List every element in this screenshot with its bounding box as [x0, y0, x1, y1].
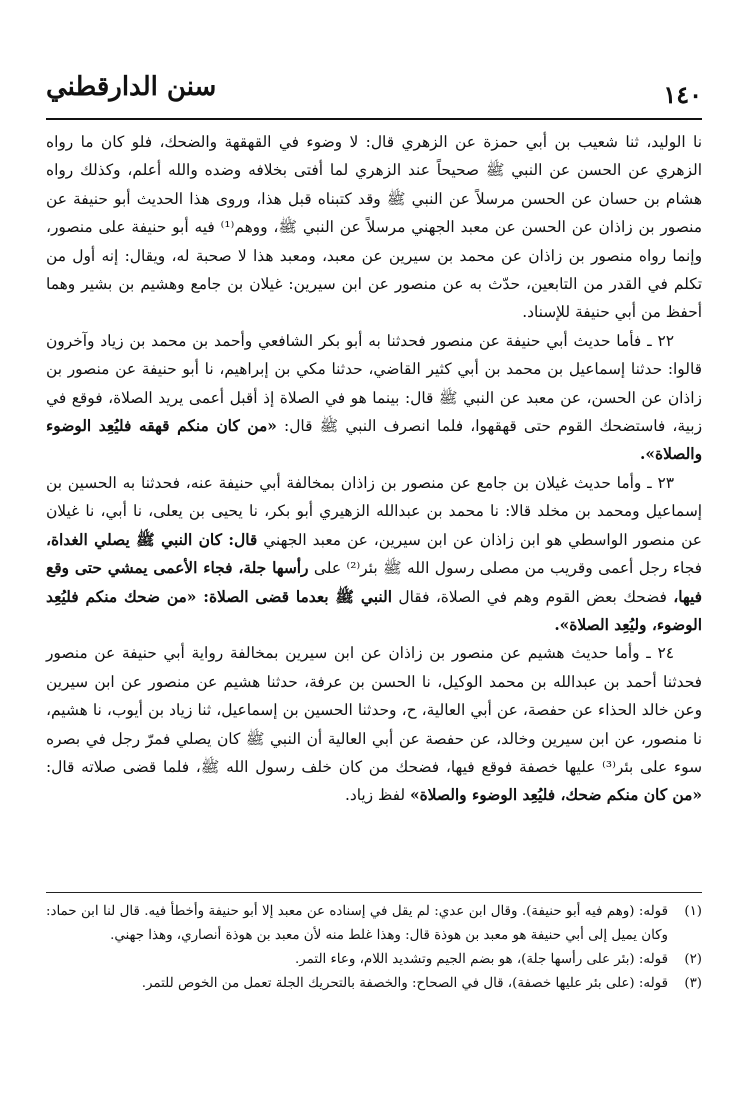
footnote-text: قوله: (وهم فيه أبو حنيفة). وقال ابن عدي: لم يقل في إسناده عن معبد إلا أبو حنيفة وأخطأ فيه. قال لنا ابن حماد: وكان يميل إلى أبي حنيفة هو معبد بن هوذة قال: وهذا غلط منه لأن معبد بن هوذة أنصاري، وهذا جهني.	[46, 904, 668, 943]
footnote-3	[46, 972, 702, 996]
paragraph-1: نا الوليد، ثنا شعيب بن أبي حمزة عن الزهري قال: لا وضوء في القهقهة والضحك، فلو كان ما رواه الزهري عن الحسن عن النبي ﷺ صحيحاً عند الزهري لما أفتى بخلافه وضده والله أعلم، وكذلك رواه هشام بن حسان عن الحسن مرسلاً عن النبي ﷺ وقد كتبناه قبل هذا، وروى هذا الحديث أبو حنيفة عن منصور بن زاذان عن الحسن عن معبد الجهني مرسلاً عن النبي ﷺ، ووهم⁽¹⁾ فيه أبو حنيفة على منصور، وإنما رواه منصور بن زاذان عن محمد بن سيرين عن معبد، ومعبد هذا لا صحبة له، ويقال: إنه أول من تكلم في القدر من التابعين، حدّث به عن منصور عن ابن سيرين: غيلان بن جامع وهشيم بن بشير وهما أحفظ من أبي حنيفة للإسناد.	[46, 133, 702, 322]
footnote-number: (٢)	[684, 952, 702, 967]
running-title: سنن الدارقطني	[46, 72, 217, 102]
page-number: ١٤٠	[663, 80, 702, 109]
hadith-23-text-3: فضحك بعض القوم وهم في الصلاة، فقال	[392, 587, 674, 606]
paragraph-hadith-22	[46, 327, 702, 469]
footnote-number: (٣)	[684, 976, 702, 991]
page	[46, 70, 702, 1080]
hadith-23-bold-1: قال: كان النبي ﷺ يصلي الغداة،	[46, 530, 258, 549]
hadith-23-quote: النبي ﷺ بعدما قضى الصلاة: «من ضحك منكم فليُعِد الوضوء، وليُعِد الصلاة».	[46, 587, 702, 634]
footnote-separator	[46, 892, 702, 893]
footnote-1	[46, 900, 702, 948]
hadith-23-text-2: فجاء رجل أعمى وقريب من مصلى رسول الله ﷺ بئر⁽²⁾ على	[308, 559, 702, 578]
paragraph-hadith-23	[46, 469, 702, 639]
hadith-23-text: ٢٣ ـ وأما حديث غيلان بن جامع عن منصور بن زاذان بمخالفة أبي حنيفة عنه، فحدثنا به الحسين بن إسماعيل ومحمد بن مخلد قالا: نا محمد بن عبدالله الزهيري أبو بكر، نا يحيى بن يعلى، نا أبي، نا غيلان عن منصور الواسطي هو ابن زاذان عن ابن سيرين، عن معبد الجهني	[46, 473, 702, 549]
hadith-22-quote: «من كان منكم قهقه فليُعِد الوضوء والصلاة».	[46, 417, 702, 464]
footnote-number: (١)	[684, 904, 702, 919]
hadith-24-text: ٢٤ ـ وأما حديث هشيم عن منصور بن زاذان عن ابن سيرين بمخالفة رواية أبي حنيفة عن منصور فحدثنا أحمد بن عبدالله بن محمد الوكيل، نا الحسن بن عرفة، حدثنا هشيم عن منصور عن ابن سيرين وعن خالد الحذاء عن حفصة، عن أبي العالية، ح، وحدثنا الحسين بن إسماعيل، ثنا زياد بن أيوب، نا هشيم، نا منصور، عن ابن سيرين وخالد، عن حفصة عن أبي العالية أن النبي ﷺ كان يصلي فمرّ رجل في بصره سوء على بئر⁽³⁾ عليها خصفة فوقع فيها، فضحك من كان خلف رسول الله ﷺ، فلما قضى صلاته قال:	[46, 644, 702, 776]
paragraph-hadith-24	[46, 639, 702, 809]
footnote-text: قوله: (بئر على رأسها جلة)، هو بضم الجيم وتشديد اللام، وعاء التمر.	[295, 952, 668, 967]
hadith-23-bold-2: رأسها جلة، فجاء الأعمى يمشي حتى وقع فيها،	[46, 559, 702, 606]
hadith-22-text: ٢٢ ـ فأما حديث أبي حنيفة عن منصور فحدثنا به أبو بكر الشافعي وأحمد بن محمد بن زياد وآخرون قالوا: حدثنا إسماعيل بن محمد بن أبي كثير القاضي، حدثنا مكي بن إبراهيم، نا أبو حنيفة عن منصور بن زاذان عن الحسن، عن معبد عن النبي ﷺ قال: بينما هو في الصلاة إذ أقبل أعمى يريد الصلاة، فوقع في زبية، فاستضحك القوم حتى قهقهوا، فلما انصرف النبي ﷺ قال:	[46, 331, 702, 436]
hadith-24-quote: «من كان منكم ضحك، فليُعِد الوضوء والصلاة»	[409, 786, 702, 805]
main-text	[46, 128, 702, 810]
footnote-2	[46, 948, 702, 972]
footnote-text: قوله: (على بئر عليها خصفة)، قال في الصحاح: والخصفة بالتحريك الجلة تعمل من الخوص للتمر.	[141, 976, 668, 991]
page-header	[46, 70, 702, 120]
footnotes	[46, 900, 702, 996]
hadith-24-end: لفظ زياد.	[344, 786, 410, 805]
